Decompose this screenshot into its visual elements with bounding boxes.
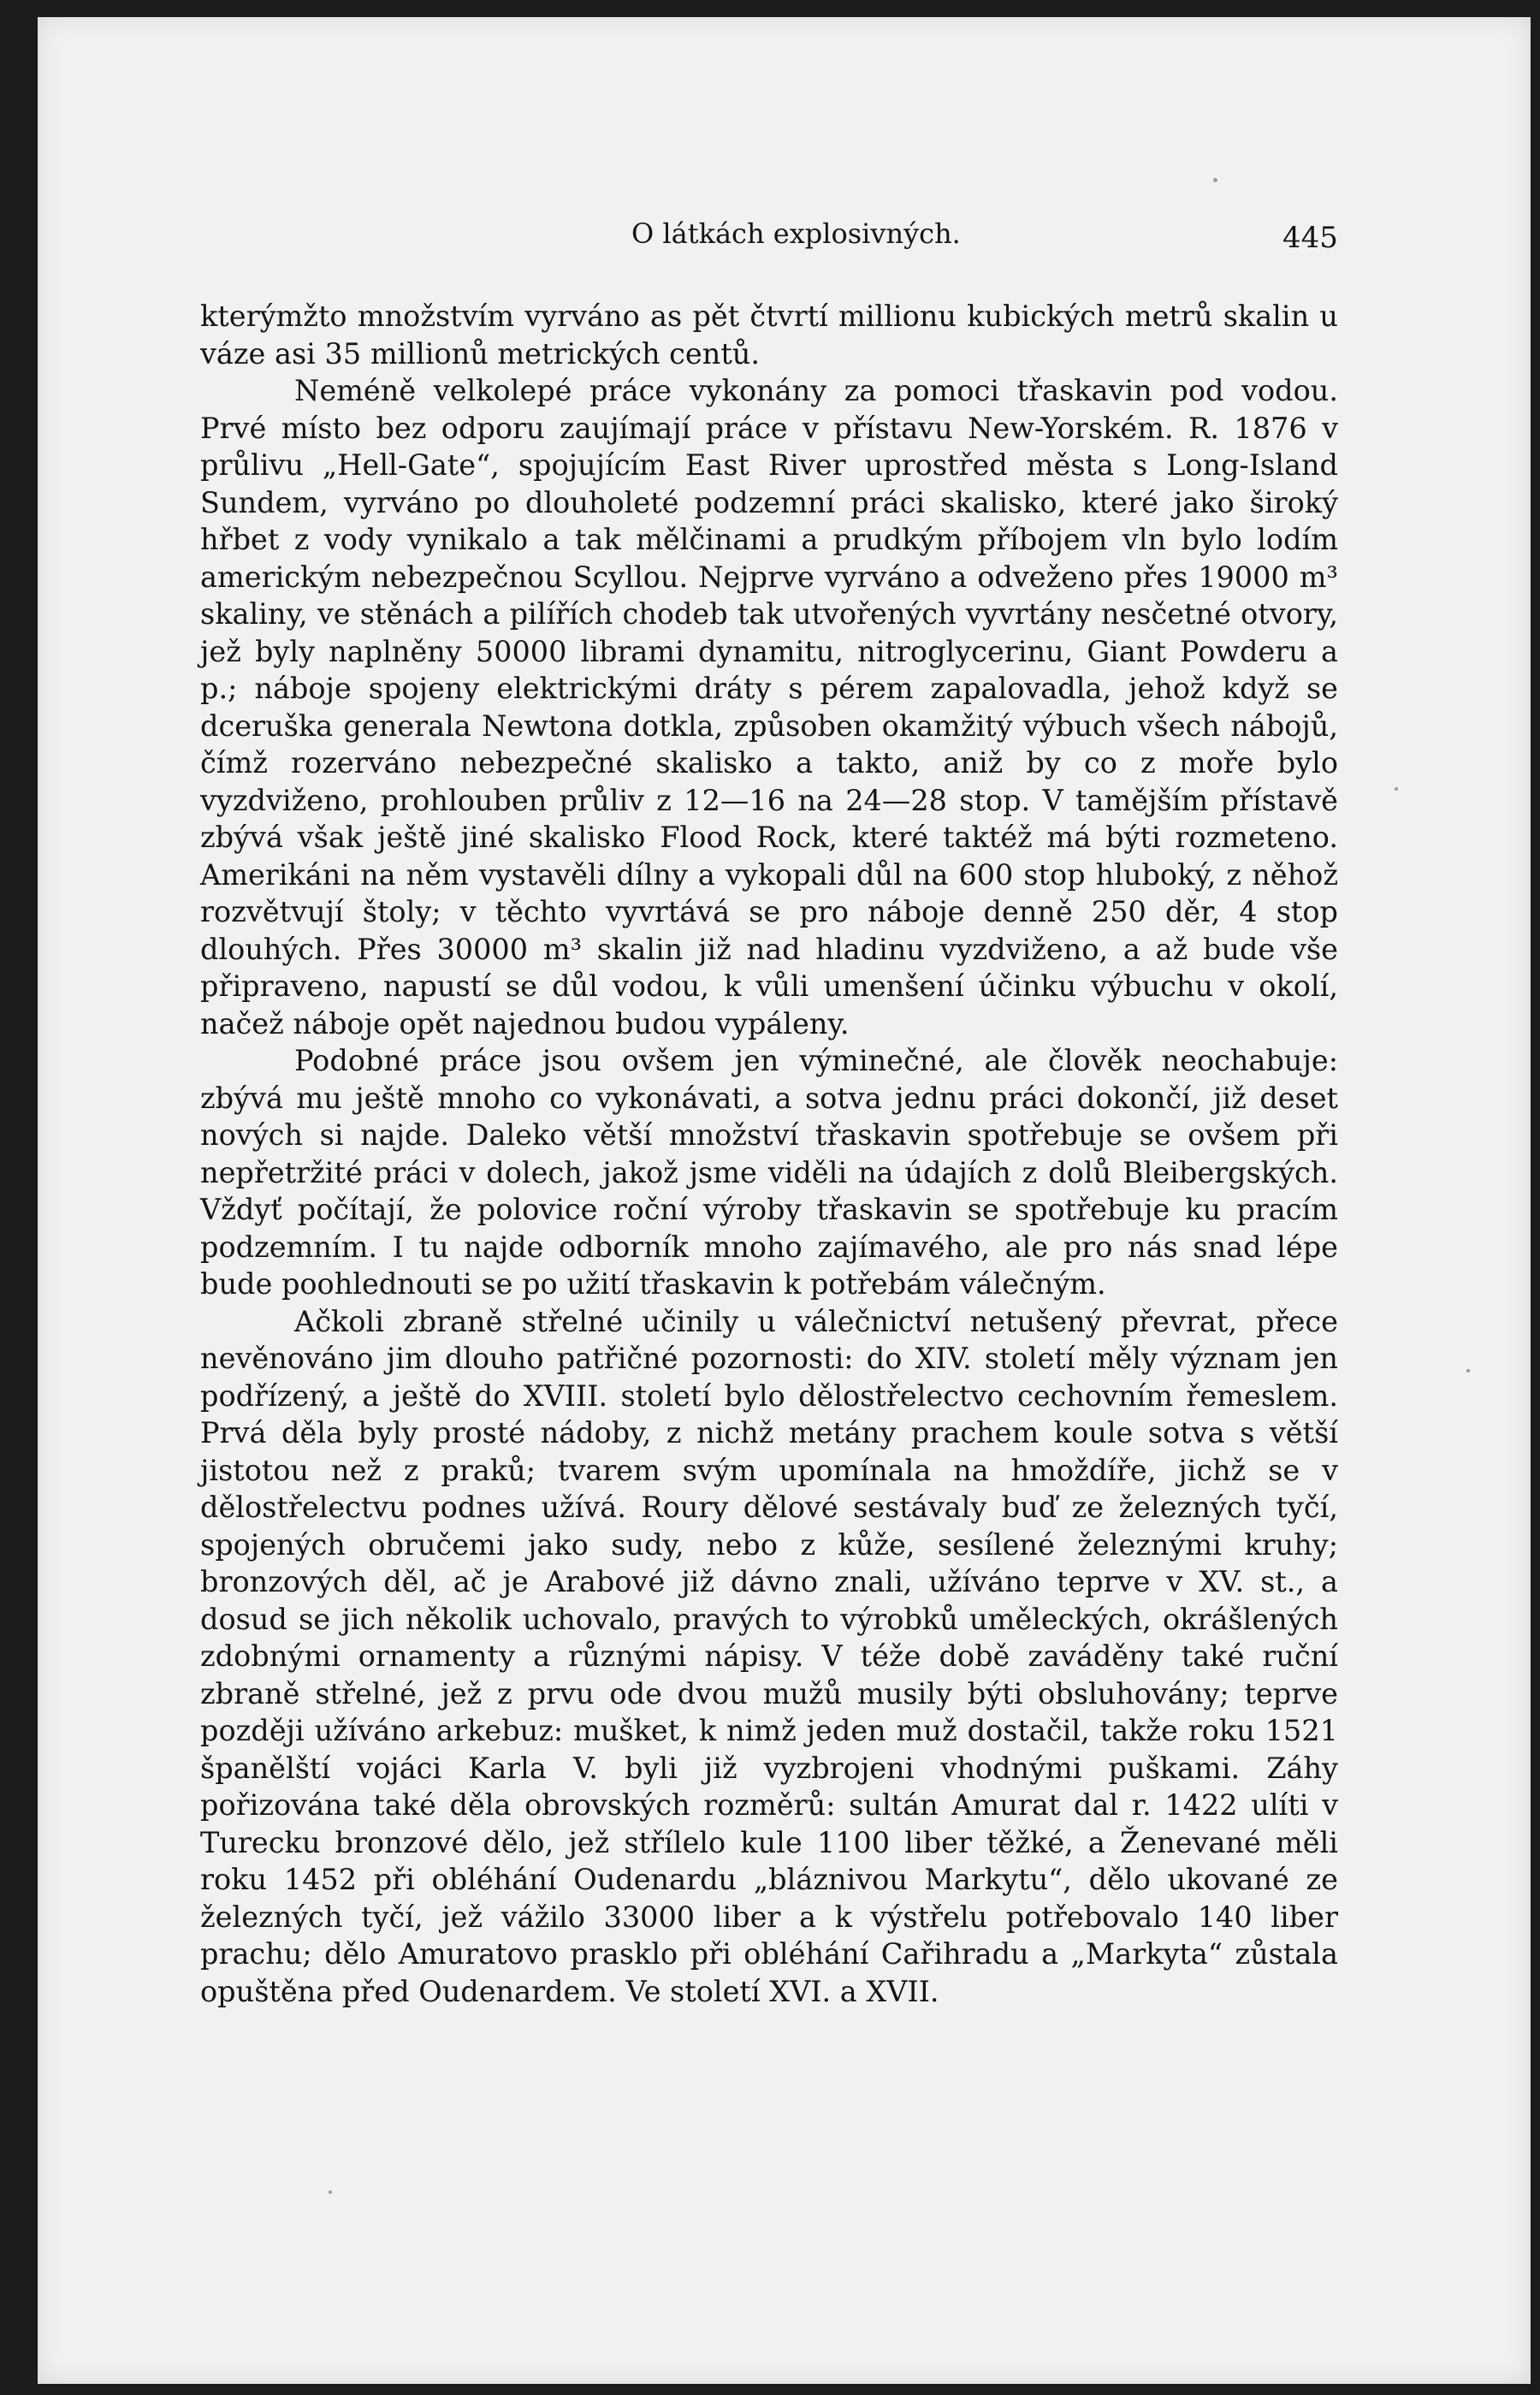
paragraph: Ačkoli zbraně střelné učinily u válečnictví netušený převrat, přece nevěnováno jim dlouho patřičné pozornosti: do XIV. století měly význam jen podřízený, a ještě do XVIII. století bylo dělostřelectvo cechovním řemeslem. Prvá děla byly prosté nádoby, z nichž metány prachem koule sotva s větší jistotou než z praků; tvarem svým upomínala na hmoždíře, jichž se v dělostřelectvu podnes užívá. Roury dělové sestávaly buď ze železných tyčí, spojených obručemi jako sudy, nebo z kůže, sesílené železnými kruhy; bronzových děl, ač je Arabové již dávno znali, užíváno teprve v XV. st., a dosud se jich několik uchovalo, pravých to výrobků uměleckých, okrášlených zdobnými ornamenty a různými nápisy. V téže době zaváděny také ruční zbraně střelné, jež z prvu ode dvou mužů musily býti obsluhovány; teprve později užíváno arkebuz: mušket, k nimž jeden muž dostačil, takže roku 1521 španělští vojáci Karla V. byli již vyzbrojeni vhodnými puškami. Záhy pořizována také děla obrovských rozměrů: sultán Amurat dal r. 1422 ulíti v Turecku bronzové dělo, jež střílelo kule 1100 liber těžké, a Ženevané měli roku 1452 při obléhání Oudenardu „bláznivou Markytu“, dělo ukované ze železných tyčí, jež vážilo 33000 liber a k výstřelu potřebovalo 140 liber prachu; dělo Amuratovo prasklo při obléhání Cařihradu a „Markyta“ zůstala opuštěna před Oudenardem. Ve století XVI. a XVII. bbox=[200, 1304, 1338, 2008]
scan-speck bbox=[329, 2190, 332, 2194]
paragraph: Podobné práce jsou ovšem jen výminečné, ale člověk neochabuje: zbývá mu ještě mnoho co vykonávati, a sotva jednu práci dokončí, již deset nových si najde. Daleko větší množství třaskavin spotřebuje se ovšem při nepřetržité práci v dolech, jakož jsme viděli na údajích z dolů Bleibergských. Vždyť počítají, že polovice roční výroby třaskavin se spotřebuje ku pracím podzemním. I tu najde odborník mnoho zajímavého, ale pro nás snad lépe bude poohlednouti se po užití třaskavin k potřebám válečným. bbox=[200, 1044, 1338, 1301]
paragraph: Neméně velkolepé práce vykonány za pomoci třaskavin pod vodou. Prvé místo bez odporu zaujímají práce v přístavu New-Yorském. R. 1876 v průlivu „Hell-Gate“, spojujícím East River uprostřed města s Long-Island Sundem, vyrváno po dlouholeté podzemní práci skalisko, které jako široký hřbet z vody vynikalo a tak mělčinami a prudkým příbojem vln bylo lodím americkým nebezpečnou Scyllou. Nejprve vyrváno a odveženo přes 19000 m³ skaliny, ve stěnách a pilířích chodeb tak utvořených vyvrtány nesčetné otvory, jež byly naplněny 50000 librami dynamitu, nitroglycerinu, Giant Powderu a p.; náboje spojeny elektrickými dráty s pérem zapalovadla, jehož když se dceruška generala Newtona dotkla, způsoben okamžitý výbuch všech nábojů, čímž rozerváno nebezpečné skalisko a takto, aniž by co z moře bylo vyzdviženo, prohlouben průliv z 12—16 na 24—28 stop. V tamějším přístavě zbývá však ještě jiné skalisko Flood Rock, které taktéž má býti rozmeteno. Amerikáni na něm vystavěli dílny a vykopali důl na 600 stop hluboký, z něhož rozvětvují štoly; v těchto vyvrtává se pro náboje denně 250 děr, 4 stop dlouhých. Přes 30000 m³ skalin již nad hladinu vyzdviženo, a až bude vše připraveno, napustí se důl vodou, k vůli umenšení účinku výbuchu v okolí, načež náboje opět najednou budou vypáleny. bbox=[200, 374, 1338, 1040]
book-page bbox=[38, 17, 1531, 2384]
paragraph-continuation: kterýmžto množstvím vyrváno as pět čtvrtí millionu kubických metrů skalin u váze asi 35 millionů metrických centů. bbox=[200, 299, 1338, 371]
page-header bbox=[243, 202, 1531, 253]
scan-speck bbox=[1395, 787, 1398, 791]
page-number: 445 bbox=[1282, 221, 1338, 255]
running-title: O látkách explosivných. bbox=[631, 217, 961, 250]
body-text bbox=[200, 298, 1338, 2010]
scan-speck bbox=[1213, 178, 1217, 182]
scan-speck bbox=[1466, 1369, 1470, 1372]
